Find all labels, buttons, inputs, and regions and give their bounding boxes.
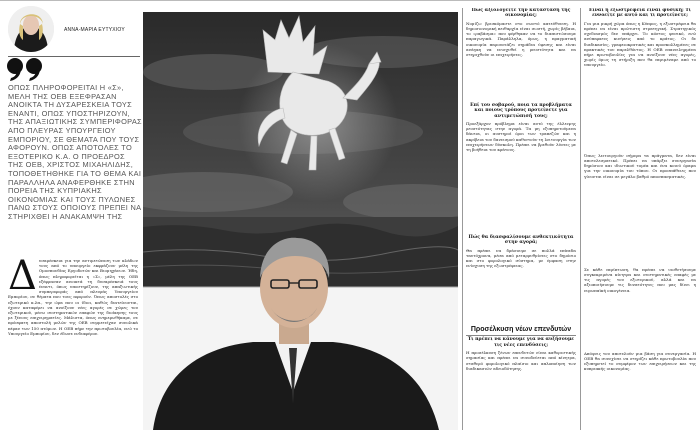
body-column-4 xyxy=(584,8,696,430)
answer-4: Η προσέλκυση ξένων επενδυτών είναι καθοριστικής σημασίας και πρέπει να συνοδεύεται από κίνητρα, σταθερό φορολογικό πλαίσιο και απλοποίηση των διαδικασιών αδειοδότησης. xyxy=(466,350,576,371)
answer-7: Σε κάθε περίπτωση, θα πρέπει να υιοθετήσουμε συγκεκριμένα κίνητρα και συστηματικές επαφές με τις αγορές του εξωτερικού, αλλά και να αξιοποιήσουμε τις δυνατότητες που μας δίνει η ευρωπαϊκή οικογένεια. xyxy=(584,266,696,293)
intro-lead: ΟΠΩΣ ΠΛΗΡΟΦΟΡΕΙΤΑΙ Η «Σ», ΜΕΛΗ ΤΗΣ ΟΕΒ ΕΞΕΦΡΑΣΑΝ ΑΝΟΙΚΤΑ ΤΗ ΔΥΣΑΡΕΣΚΕΙΑ ΤΟΥΣ ΕΝΑΝΤΙ, ΟΠΩΣ ΥΠΟΣΤΗΡΙΖΟΥΝ, ΤΗΣ ΑΠΑΞΙΩΤΙΚΗΣ ΣΥΜΠΕΡΙΦΟΡΑΣ ΑΠΟ ΠΛΕΥΡΑΣ ΥΠΟΥΡΓΕΙΟΥ ΕΜΠΟΡΙΟΥ, ΣΕ ΘΕΜΑΤΑ ΠΟΥ ΤΟΥΣ ΑΦΟΡΟΥΝ. ΟΠΩΣ ΑΠΟΤΟΛΕΣ ΤΟ ΕΞΟΤΕΡΙΚΟ Κ.Α. Ο ΠΡΟΕΔΡΟΣ ΤΗΣ ΟΕΒ, ΧΡΙΣΤΟΣ ΜΙΧΑΗΛΙΔΗΣ, ΤΟΠΟΘΕΤΗΘΗΚΕ ΓΙΑ ΤΟ ΘΕΜΑ ΚΑΙ ΠΑΡΑΛΛΗΛΑ ΑΝΑΦΕΡΘΗΚΕ ΣΤΗΝ ΠΟΡΕΙΑ ΤΗΣ ΚΥΠΡΙΑΚΗΣ ΟΙΚΟΝΟΜΙΑΣ ΚΑΙ ΤΟΥΣ ΠΥΛΩΝΕΣ ΠΑΝΩ ΣΤΟΥΣ ΟΠΟΙΟΥΣ ΠΡΕΠΕΙ ΝΑ ΣΤΗΡΙΧΘΕΙ Η ΑΝΑΚΑΜΨΗ ΤΗΣ xyxy=(8,84,142,221)
top-rule xyxy=(0,0,700,1)
subhead-rule xyxy=(466,335,576,336)
answer-5: Για μια μικρή χώρα όπως η Κύπρος, η εξωστρέφεια θα πρέπει να είναι πρώτιστη στρατηγική. Στρατηγικός σχεδιασμός δεν υπάρχει. Το κόστος φυσικό, ενώ ανύπαρκτες κινήσεις από το κράτος. Οι δε διαδικασίες, γραφειοκρατικές και προσκολλημένες σε πρακτικές του παρελθόντος. Η ΟΕΒ επανειλημμένα πήρε πρωτοβουλίες για να ανοίξουν νέες αγορές, χωρίς όμως τη στήριξη που θα περιμέναμε από το υπουργείο. xyxy=(584,20,696,68)
quote-mark-icon xyxy=(6,56,46,82)
answer-2: Προεξάρχον πρόβλημα είναι αυτό της έλλειψης ρευστότητας στην αγορά. Τα μη εξυπηρετούμενα δάνεια, οι αυστηροί όροι των τραπεζών και η ακρίβεια του δανεισμού καθιστούν τη λειτουργία των επιχειρήσεων δύσκολη. Πρέπει να βρεθούν λύσεις με τη βοήθεια του κράτους. xyxy=(466,121,576,153)
feature-photo xyxy=(143,12,458,430)
question-5: Είναι η εξωστρέφεια είναι φυσική; Τι εννοείτε με αυτό και τι προτείνετε; xyxy=(589,8,691,19)
author-name: ΑΝΝΑ-ΜΑΡΙΑ ΕΥΤΥΧΙΟΥ xyxy=(64,27,125,33)
drop-cap: Δ xyxy=(8,258,37,299)
body-column-1-text: υσαρέσκεια για την αντιμετώπιση των κλάδων τους από το υπουργείο εκφράζουν μέλη της Ομοσπονδίας Εργοδοτών και Βιομηχάνων. Ήδη, όπως πληροφορείται η «Σ», μέλη της ΟΕΒ εξέφρασαν ανοικτά τη δυσαρέσκειά τους έναντι, όπως υποστηρίζουν, της απαξιωτικής συμπεριφοράς από πλευράς Υπουργείου Εμπορίου, σε θέματα που τους αφορούν. Όπως αποστολές στο εξωτερικό κ.λπ., την ώρα που οι ίδιοι, καθώς διατείνονται, έχουν καταφέρει να ανοίξουν νέες αγορές σε χώρες του εξωτερικού, μέσω συστηματικών επαφών της διοίκησης τους με ξένους επιχειρηματίες. Μάλιστα, όπως ενημερωθήκαμε, σε πρόσφατη αποστολή μελών της ΟΕΒ συμμετείχαν συνολικά πέραν των 150 ατόμων. Η ΟΕΒ πήρε την πρωτοβουλία, ενώ το Υπουργείο Εμπορίου, δεν έδωσε ενδιαφέρον. xyxy=(8,258,138,336)
question-4: Τι πρέπει να κάνουμε για να αυξήσουμε τις νέες επενδύσεις; xyxy=(467,337,575,348)
question-2: Επί του σοβαρού, ποια τα προβλήματα και ποιους τρόπους προτείνετε για αντιμετώπισή τους; xyxy=(470,102,572,119)
avatar xyxy=(8,6,54,52)
subhead: Προσέλκυση νέων επενδυτών xyxy=(470,325,572,333)
answer-8: Απόψεις του αποτελούν μια βάση για συνεργασία. Η ΟΕΒ θα συνεχίσει να στηρίζει κάθε πρωτοβουλία που εξυπηρετεί το συμφέρον των επιχειρήσεων και της κυπριακής οικονομίας. xyxy=(584,350,696,372)
body-column-1 xyxy=(8,258,138,430)
column-rule-2 xyxy=(580,8,581,430)
answer-1: Νομίζω βρισκόμαστε στο σωστό κατεύθυνση. Η δημοσιονομική πειθαρχία είναι σωστή, χωρίς βέβαια, το «ραβάσμα» που φέρθηκαν να το διαπιστώσουμε παραγωγικά. Παράλληλα, όμως, η πραγματική οικονομία παρουσιάζει σημάδια ύφεσης και είναι ανάγκη να ενισχυθεί η ρευστότητα και να στηριχθούν οι επιχειρήσεις. xyxy=(466,20,576,58)
answer-3: Θα πρέπει να δράσουμε σε πολλά επίπεδα ταυτόχρονα, μέσα από μεταρρυθμίσεις στο δημόσιο και στο φορολογικό σύστημα, με έμφαση στην ενίσχυση της εξωστρέφειας. xyxy=(466,247,576,269)
question-1: Πώς αξιολογείτε την κατάσταση της οικονομίας; xyxy=(471,8,571,19)
answer-6: Όπως λειτουργούν σήμερα τα πράγματα, δεν είναι αποτελεσματικό. Πρέπει να υπάρξει συνεργασία δημόσιου και ιδιωτικού τομέα και ένα κοινό όραμα για την οικονομία του τόπου. Οι προσπάθειες που γίνονται είναι σε μεγάλο βαθμό αποσπασματικές. xyxy=(584,152,696,179)
column-rule-1 xyxy=(462,8,463,430)
author-portrait-icon xyxy=(8,6,54,52)
question-3: Πώς θα διασφαλίσουμε ανθεκτικότητα στην αγορά; xyxy=(468,235,574,246)
body-column-3 xyxy=(466,8,576,430)
